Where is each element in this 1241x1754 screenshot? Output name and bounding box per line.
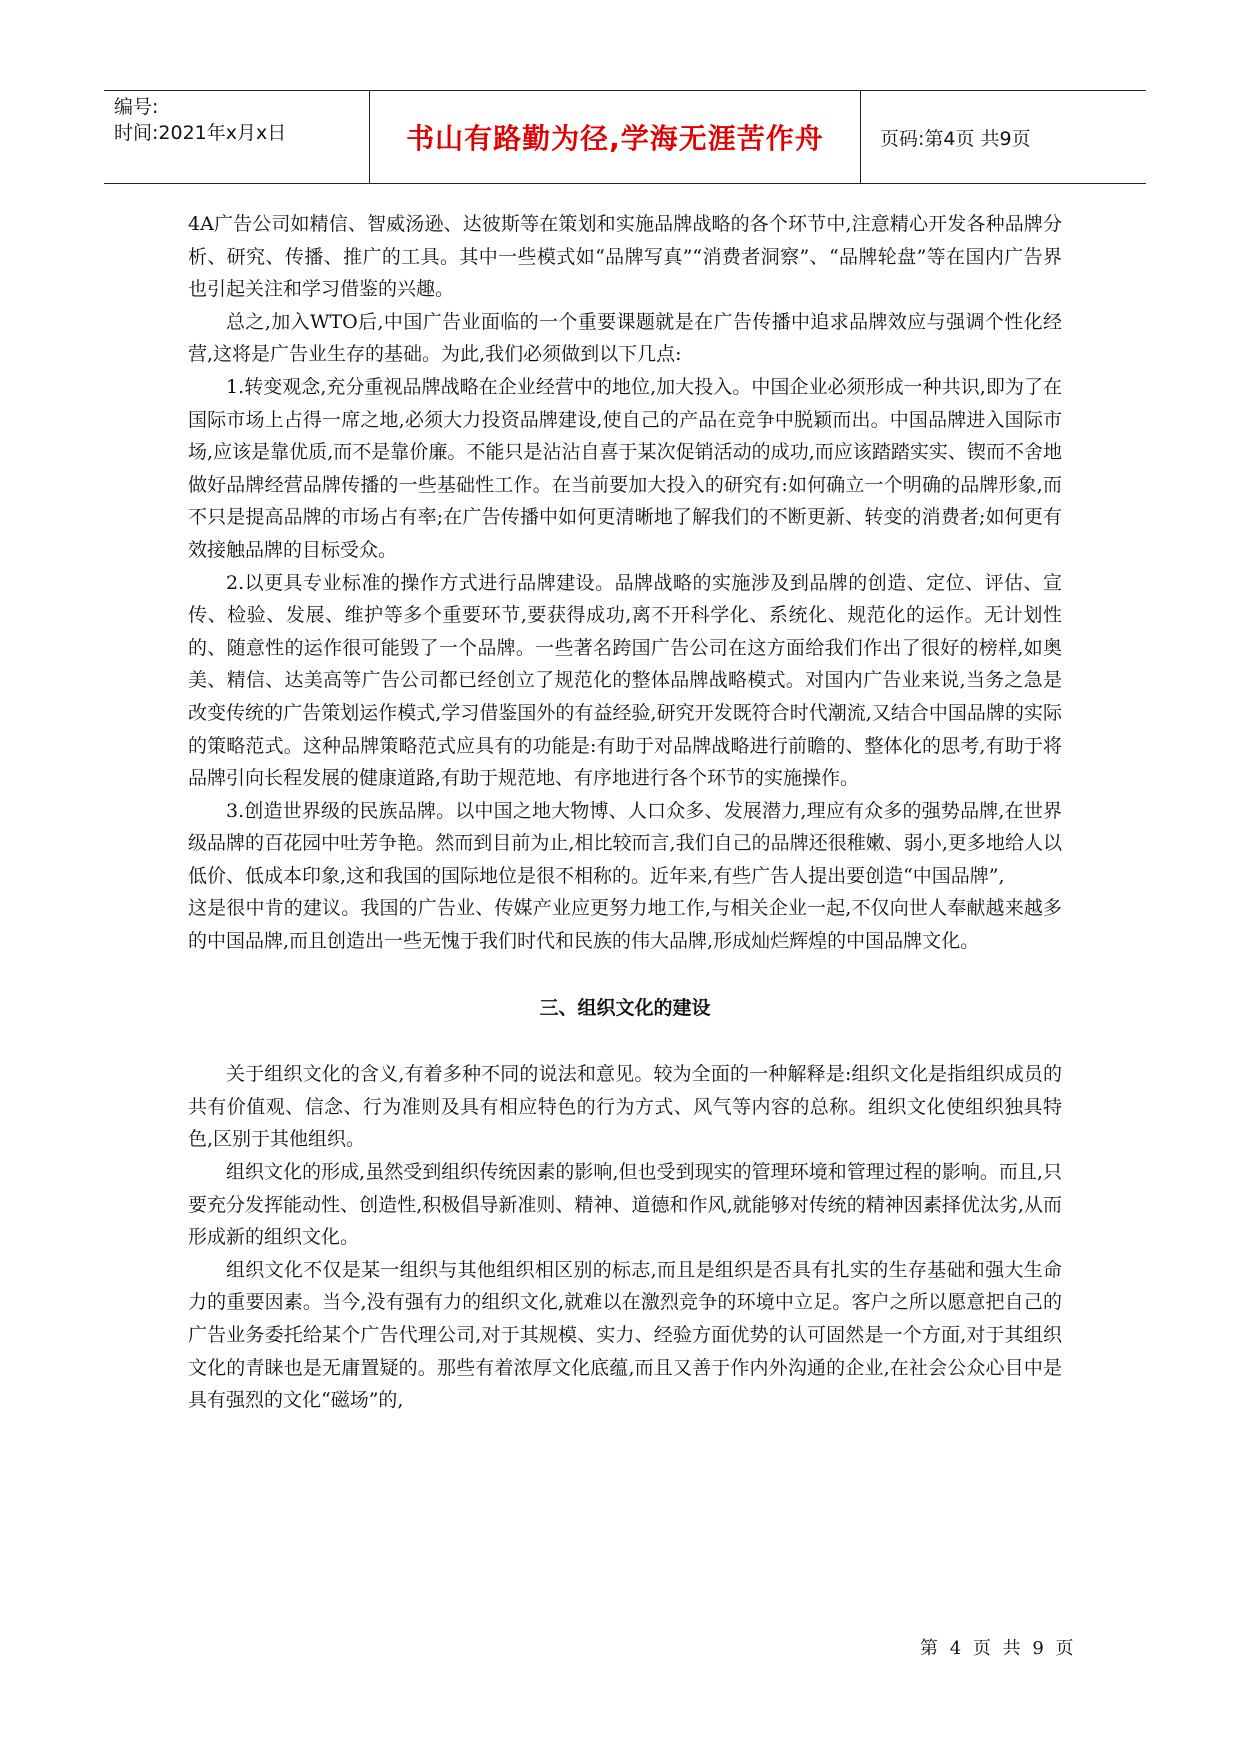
document-number-label: 编号: — [114, 96, 159, 118]
paragraph: 总之,加入WTO后,中国广告业面临的一个重要课题就是在广告传播中追求品牌效应与强调个性化经营,这将是广告业生存的基础。为此,我们必须做到以下几点: — [188, 310, 1062, 366]
paragraph: 这是很中肯的建议。我国的广告业、传媒产业应更努力地工作,与相关企业一起,不仅向世人奉献越来越多的中国品牌,而且创造出一些无愧于我们时代和民族的伟大品牌,形成灿烂辉煌的中国品牌文化。 — [188, 897, 1062, 953]
header-motto: 书山有路勤为径,学海无涯苦作舟 — [406, 122, 824, 155]
paragraph: 3.创造世界级的民族品牌。以中国之地大物博、人口众多、发展潜力,理应有众多的强势品牌,在世界级品牌的百花园中吐芳争艳。然而到目前为止,相比较而言,我们自己的品牌还很稚嫩、弱小,更多地给人以低价、低成本印象,这和我国的国际地位是很不相称的。近年来,有些广告人提出要创造“中国品牌”, — [188, 799, 1062, 887]
document-time-label: 时间:2021年x月x日 — [114, 122, 287, 144]
header-motto-cell — [369, 91, 861, 183]
header-left-cell — [114, 91, 364, 186]
paragraph: 4A广告公司如精信、智威汤逊、达彼斯等在策划和实施品牌战略的各个环节中,注意精心开发各种品牌分析、研究、传播、推广的工具。其中一些模式如“品牌写真”“消费者洞察”、“品牌轮盘”等在国内广告界也引起关注和学习借鉴的兴趣。 — [188, 213, 1062, 301]
paragraph: 组织文化不仅是某一组织与其他组织相区别的标志,而且是组织是否具有扎实的生存基础和强大生命力的重要因素。当今,没有强有力的组织文化,就难以在激烈竞争的环境中立足。客户之所以愿意把自己的广告业务委托给某个广告代理公司,对于其规模、实力、经验方面优势的认可固然是一个方面,对于其组织文化的青睐也是无庸置疑的。那些有着浓厚文化底蕴,而且又善于作内外沟通的企业,在社会公众心目中是具有强烈的文化“磁场”的, — [188, 1258, 1062, 1412]
paragraph: 组织文化的形成,虽然受到组织传统因素的影响,但也受到现实的管理环境和管理过程的影响。而且,只要充分发挥能动性、创造性,积极倡导新准则、精神、道德和作风,就能够对传统的精神因素择优汰劣,从而形成新的组织文化。 — [188, 1161, 1062, 1249]
paragraph: 1.转变观念,充分重视品牌战略在企业经营中的地位,加大投入。中国企业必须形成一种共识,即为了在国际市场上占得一席之地,必须大力投资品牌建设,使自己的产品在竞争中脱颖而出。中国品牌进入国际市场,应该是靠优质,而不是靠价廉。不能只是沾沾自喜于某次促销活动的成功,而应该踏踏实实、锲而不舍地做好品牌经营品牌传播的一些基础性工作。在当前要加大投入的研究有:如何确立一个明确的品牌形象,而不只是提高品牌的市场占有率;在广告传播中如何更清晰地了解我们的不断更新、转变的消费者;如何更有效接触品牌的目标受众。 — [188, 375, 1062, 561]
document-body — [188, 208, 1062, 1417]
section-heading: 三、组织文化的建设 — [539, 996, 711, 1019]
paragraph: 2.以更具专业标准的操作方式进行品牌建设。品牌战略的实施涉及到品牌的创造、定位、评估、宣传、检验、发展、维护等多个重要环节,要获得成功,离不开科学化、系统化、规范化的运作。无计划性的、随意性的运作很可能毁了一个品牌。一些著名跨国广告公司在这方面给我们作出了很好的榜样,如奥美、精信、达美高等广告公司都已经创立了规范化的整体品牌战略模式。对国内广告业来说,当务之急是改变传统的广告策划运作模式,学习借鉴国外的有益经验,研究开发既符合时代潮流,又结合中国品牌的实际的策略范式。这种品牌策略范式应具有的功能是:有助于对品牌战略进行前瞻的、整体化的思考,有助于将品牌引向长程发展的健康道路,有助于规范地、有序地进行各个环节的实施操作。 — [188, 571, 1062, 790]
page-header — [104, 90, 1146, 184]
header-page-info: 页码:第4页 共9页 — [880, 127, 1031, 150]
paragraph: 关于组织文化的含义,有着多种不同的说法和意见。较为全面的一种解释是:组织文化是指组织成员的共有价值观、信念、行为准则及具有相应特色的行为方式、风气等内容的总称。组织文化使组织独具特色,区别于其他组织。 — [188, 1063, 1062, 1151]
page-footer: 第 4 页 共 9 页 — [920, 1638, 1077, 1659]
